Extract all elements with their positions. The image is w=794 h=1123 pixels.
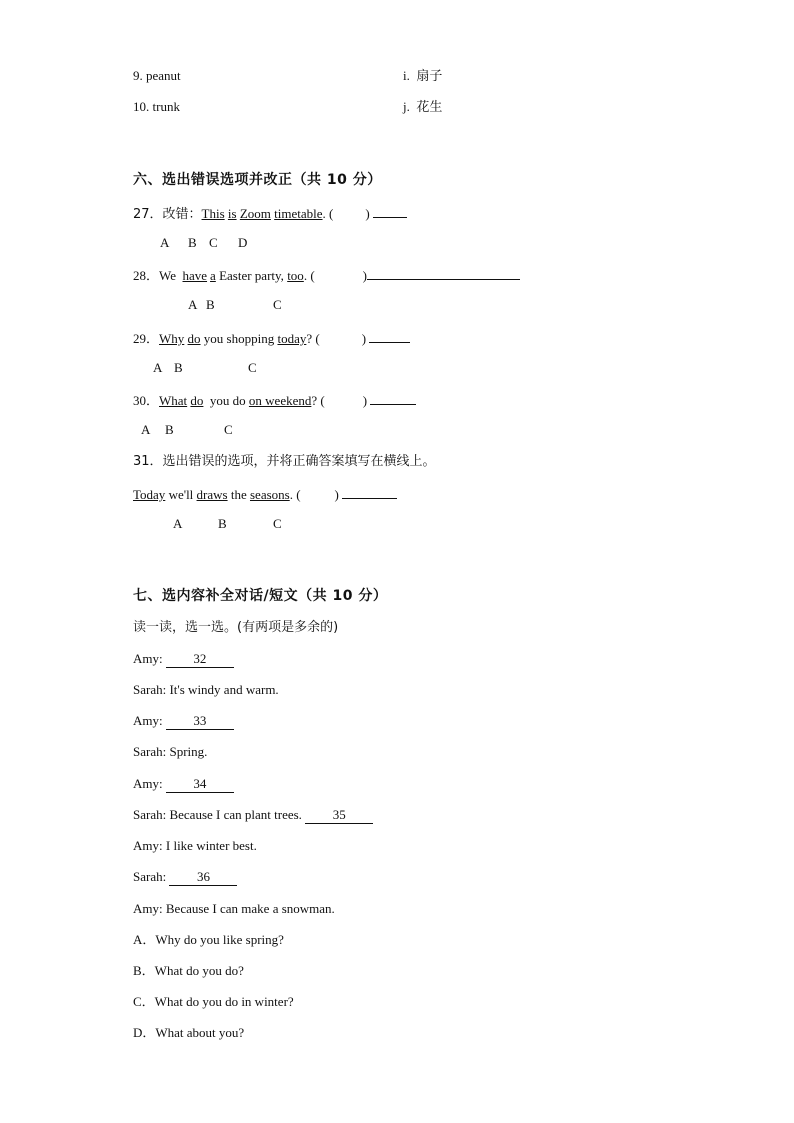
q28-number: 28．We xyxy=(133,268,176,283)
dialogue-text: It's windy and warm. xyxy=(169,682,279,697)
option-d: D．What about you? xyxy=(133,1025,245,1040)
dialogue-text: Spring. xyxy=(169,744,208,759)
q31-option-c: seasons xyxy=(249,487,290,502)
answer-blank-35[interactable]: 35 xyxy=(305,807,373,824)
dialogue-line-7 xyxy=(133,838,257,854)
option-b: B．What do you do? xyxy=(133,963,244,978)
q29-option-b: do xyxy=(187,331,201,346)
q30-option-a: What xyxy=(159,393,188,408)
dialogue-text: I like winter best. xyxy=(165,838,257,853)
letter-a: A xyxy=(188,297,198,312)
section7-instruction: 读一读，选一选。(有两项是多余的) xyxy=(133,620,339,635)
q31-option-b: draws xyxy=(196,487,228,502)
match-meaning: 花生 xyxy=(416,100,443,115)
speaker: Sarah: xyxy=(133,869,167,884)
section6-heading: 六、选出错误选项并改正（共 10 分） xyxy=(133,172,382,188)
q31-answer-blank[interactable] xyxy=(342,485,397,499)
dialogue-text: Because I can make a snowman. xyxy=(165,901,335,916)
match-right-j xyxy=(403,99,442,116)
match-letter: i. xyxy=(403,68,410,83)
q27-answer-blank[interactable] xyxy=(373,204,407,218)
q30-option-b: do xyxy=(190,393,204,408)
q30-letters xyxy=(141,422,261,438)
q29-number: 29． xyxy=(133,331,160,346)
option-c: C．What do you do in winter? xyxy=(133,994,294,1009)
match-left-9: 9. peanut xyxy=(133,68,181,83)
letter-a: A xyxy=(173,516,183,531)
speaker: Amy: xyxy=(133,713,163,728)
q28-paren-close: ) xyxy=(362,268,367,283)
answer-blank-36[interactable]: 36 xyxy=(169,869,237,886)
q29-option-c: today xyxy=(277,331,307,346)
speaker: Amy: xyxy=(133,838,163,853)
q27-letters xyxy=(160,235,280,251)
letter-a: A xyxy=(153,360,163,375)
q29-letters xyxy=(153,360,273,376)
q28-answer-blank[interactable] xyxy=(367,266,520,280)
letter-c: C xyxy=(273,297,282,312)
dialogue-line-3 xyxy=(133,713,234,730)
letter-b: B xyxy=(174,360,183,375)
letter-b: B xyxy=(218,516,227,531)
q27-option-a: This xyxy=(201,206,225,221)
q28-letters xyxy=(188,297,308,313)
q30-option-c: on weekend xyxy=(248,393,312,408)
answer-blank-33[interactable]: 33 xyxy=(166,713,234,730)
dialogue-line-8 xyxy=(133,869,237,886)
match-letter: j. xyxy=(403,99,410,114)
q27-paren-close: ) xyxy=(365,206,370,221)
dialogue-text: Because I can plant trees. xyxy=(169,807,302,822)
letter-b: B xyxy=(188,235,197,250)
q31-paren-open: . ( xyxy=(289,487,301,502)
q29-paren-open: ? ( xyxy=(306,331,320,346)
dialogue-line-9 xyxy=(133,901,335,917)
speaker: Amy: xyxy=(133,776,163,791)
letter-b: B xyxy=(206,297,215,312)
question-28 xyxy=(133,266,520,284)
speaker: Sarah: xyxy=(133,682,167,697)
q28-paren-open: . ( xyxy=(303,268,315,283)
letter-a: A xyxy=(141,422,151,437)
match-right-i xyxy=(403,68,442,85)
q31-text-1: we'll xyxy=(168,487,194,502)
dialogue-line-1 xyxy=(133,651,234,668)
q29-answer-blank[interactable] xyxy=(369,329,410,343)
letter-c: C xyxy=(273,516,282,531)
q27-number: 27．改错： xyxy=(133,207,202,222)
speaker: Amy: xyxy=(133,901,163,916)
q28-option-c: too xyxy=(287,268,304,283)
q31-text-2: the xyxy=(230,487,247,502)
letter-b: B xyxy=(165,422,174,437)
letter-c: C xyxy=(209,235,218,250)
answer-blank-32[interactable]: 32 xyxy=(166,651,234,668)
q31-letters xyxy=(173,516,293,532)
dialogue-line-4 xyxy=(133,744,207,760)
q27-option-b: is xyxy=(227,206,237,221)
speaker: Sarah: xyxy=(133,744,167,759)
letter-c: C xyxy=(224,422,233,437)
q27-option-d: timetable xyxy=(274,206,323,221)
q30-answer-blank[interactable] xyxy=(370,391,416,405)
question-31 xyxy=(133,485,397,503)
q29-option-a: Why xyxy=(159,331,185,346)
q28-text: Easter party, xyxy=(219,268,284,283)
question-27 xyxy=(133,204,407,223)
q30-paren-open: ? ( xyxy=(311,393,325,408)
q31-paren-close: ) xyxy=(334,487,339,502)
dialogue-line-5 xyxy=(133,776,234,793)
q28-option-a: have xyxy=(182,268,208,283)
q27-paren-open: . ( xyxy=(322,206,334,221)
speaker: Amy: xyxy=(133,651,163,666)
answer-blank-34[interactable]: 34 xyxy=(166,776,234,793)
letter-c: C xyxy=(248,360,257,375)
q30-text: you do xyxy=(209,393,246,408)
match-left-10: 10. trunk xyxy=(133,99,180,114)
q29-text: you shopping xyxy=(203,331,275,346)
q30-paren-close: ) xyxy=(362,393,368,408)
q29-paren-close: ) xyxy=(361,331,367,346)
speaker: Sarah: xyxy=(133,807,167,822)
letter-d: D xyxy=(238,235,248,250)
q27-option-c: Zoom xyxy=(239,206,271,221)
q30-number: 30． xyxy=(133,393,160,408)
question-29 xyxy=(133,329,410,347)
question-30 xyxy=(133,391,416,409)
q31-instruction: 31．选出错误的选项，并将正确答案填写在横线上。 xyxy=(133,454,436,469)
dialogue-line-2 xyxy=(133,682,279,698)
match-meaning: 扇子 xyxy=(416,69,443,84)
option-a: A．Why do you like spring? xyxy=(133,932,284,947)
q28-option-b: a xyxy=(210,268,216,283)
letter-a: A xyxy=(160,235,170,250)
section7-heading: 七、选内容补全对话/短文（共 10 分） xyxy=(133,588,388,604)
q31-option-a: Today xyxy=(133,487,166,502)
dialogue-line-6 xyxy=(133,807,373,824)
